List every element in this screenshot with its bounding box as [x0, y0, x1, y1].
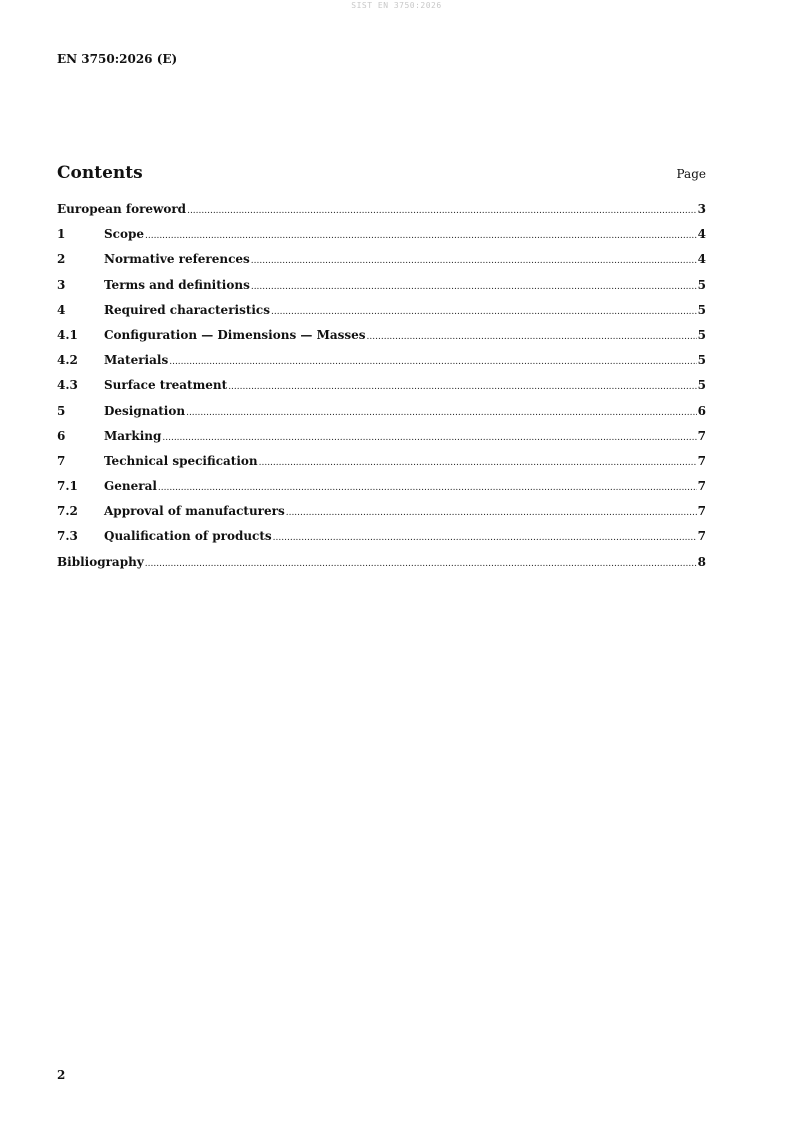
toc-leader-dots: [162, 433, 696, 443]
toc-entry-number: 7.1: [57, 479, 78, 494]
toc-entry-number: 6: [57, 428, 66, 443]
toc-leader-dots: [145, 559, 697, 569]
contents-heading: Contents: [57, 163, 143, 183]
toc-entry[interactable]: [57, 504, 706, 529]
toc-leader-dots: [145, 231, 697, 241]
toc-entry-title: Surface treatment: [104, 378, 228, 393]
watermark: SIST EN 3750:2026: [351, 1, 442, 10]
toc-entry-number: 2: [57, 252, 66, 267]
toc-entry-title: Qualification of products: [104, 529, 272, 544]
toc-entry[interactable]: [57, 555, 706, 580]
toc-entry-title: Technical specification: [104, 453, 258, 468]
toc-leader-dots: [367, 332, 697, 342]
toc-entry-number: 4.1: [57, 327, 78, 342]
toc-entry-page: 5: [697, 302, 706, 317]
toc-leader-dots: [271, 307, 697, 317]
toc-entry[interactable]: [57, 378, 706, 403]
toc-entry-number: 7.3: [57, 529, 78, 544]
document-id: EN 3750:2026 (E): [57, 52, 178, 66]
toc-entry-page: 4: [697, 252, 706, 267]
toc-entry[interactable]: [57, 529, 706, 554]
toc-entry[interactable]: [57, 328, 706, 353]
page-column-label: Page: [676, 167, 706, 181]
toc-leader-dots: [251, 256, 697, 266]
toc-entry[interactable]: [57, 202, 706, 227]
toc-entry-page: 5: [697, 327, 706, 342]
toc-leader-dots: [186, 408, 697, 418]
toc-leader-dots: [187, 206, 697, 216]
toc-entry[interactable]: [57, 353, 706, 378]
toc-entry-page: 5: [697, 378, 706, 393]
toc-entry-page: 5: [697, 353, 706, 368]
toc-entry-page: 7: [697, 504, 706, 519]
toc-entry-number: 3: [57, 277, 66, 292]
toc-entry-number: 4.2: [57, 353, 78, 368]
toc-leader-dots: [251, 282, 697, 292]
toc-entry-number: 1: [57, 227, 66, 242]
toc-entry-page: 8: [697, 554, 706, 569]
toc-entry-title: Designation: [104, 403, 186, 418]
toc-entry-title: Normative references: [104, 252, 250, 267]
toc-entry[interactable]: [57, 429, 706, 454]
toc-entry[interactable]: [57, 252, 706, 277]
toc-entry-title: Terms and definitions: [104, 277, 250, 292]
table-of-contents: [57, 202, 706, 580]
toc-leader-dots: [228, 382, 696, 392]
toc-entry-page: 7: [697, 529, 706, 544]
toc-entry-page: 7: [697, 428, 706, 443]
toc-entry-page: 5: [697, 277, 706, 292]
toc-entry-page: 3: [697, 202, 706, 216]
toc-entry-page: 7: [697, 479, 706, 494]
toc-entry-number: 7: [57, 453, 66, 468]
toc-entry-page: 6: [697, 403, 706, 418]
toc-entry-title: Scope: [104, 227, 145, 242]
toc-entry[interactable]: [57, 303, 706, 328]
toc-entry-title: Configuration — Dimensions — Masses: [104, 327, 366, 342]
toc-entry-number: 4.3: [57, 378, 78, 393]
toc-leader-dots: [158, 483, 697, 493]
toc-entry-number: 7.2: [57, 504, 78, 519]
toc-entry[interactable]: [57, 479, 706, 504]
toc-entry-title: European foreword: [57, 202, 187, 216]
toc-entry[interactable]: [57, 454, 706, 479]
toc-entry[interactable]: [57, 404, 706, 429]
toc-entry-title: Bibliography: [57, 554, 144, 569]
toc-entry-title: Marking: [104, 428, 162, 443]
toc-entry-title: Required characteristics: [104, 302, 270, 317]
toc-entry-title: Approval of manufacturers: [104, 504, 285, 519]
toc-entry-number: 5: [57, 403, 66, 418]
toc-entry[interactable]: [57, 278, 706, 303]
toc-entry-number: 4: [57, 302, 66, 317]
toc-entry-page: 4: [697, 227, 706, 242]
toc-leader-dots: [273, 533, 697, 543]
page-number: 2: [57, 1068, 66, 1082]
toc-entry[interactable]: [57, 227, 706, 252]
toc-entry-title: General: [104, 479, 157, 494]
toc-leader-dots: [169, 357, 696, 367]
toc-entry-title: Materials: [104, 353, 169, 368]
toc-leader-dots: [259, 458, 697, 468]
toc-entry-page: 7: [697, 453, 706, 468]
toc-leader-dots: [286, 508, 697, 518]
